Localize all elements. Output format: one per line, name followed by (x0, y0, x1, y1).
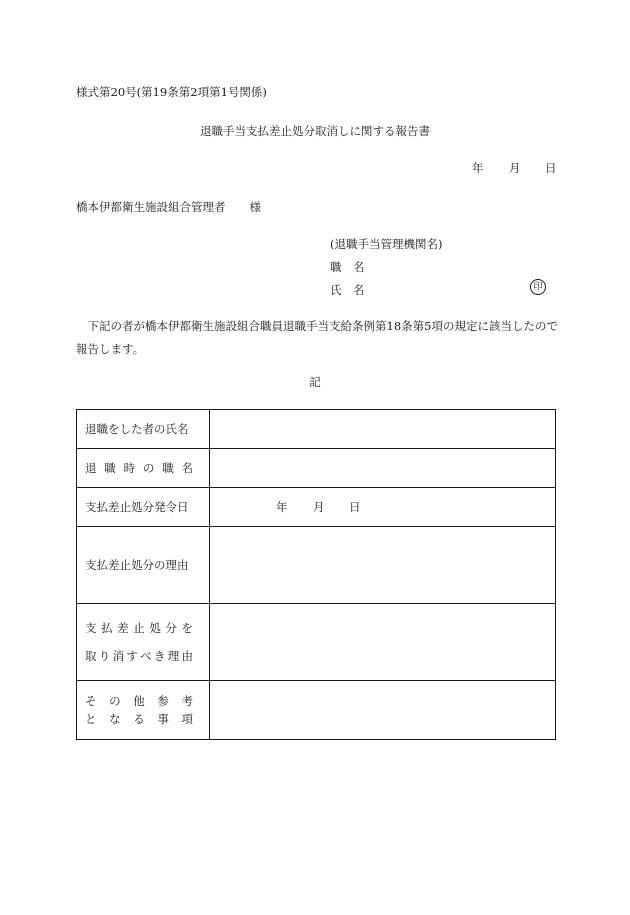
report-date (472, 160, 557, 176)
label-char: 処 (149, 621, 161, 635)
label-char: 止 (133, 621, 145, 635)
label-char: 取 (85, 649, 97, 663)
agency-name-label: (退職手当管理機関名) (330, 237, 443, 251)
label-char: と (85, 712, 97, 726)
seal-mark: 印 (530, 279, 546, 295)
label-char: 事 (157, 712, 169, 726)
info-table (76, 409, 556, 740)
label-char: 項 (181, 712, 193, 726)
table-row (77, 449, 556, 488)
label-char: 支 (85, 621, 97, 635)
label-char: り (98, 649, 111, 663)
label-char: 時 (123, 461, 136, 475)
disposition-reason-field[interactable] (210, 527, 556, 604)
label-char: 職 (162, 461, 174, 475)
other-notes-field[interactable] (210, 681, 556, 740)
label-char: べ (140, 649, 152, 663)
label-char: を (181, 621, 193, 635)
disposition-month-label: 月 (313, 500, 325, 514)
label-char: な (109, 712, 121, 726)
label-char: そ (85, 694, 97, 708)
label-char: 参 (157, 694, 169, 708)
addressee-honorific: 様 (249, 200, 261, 214)
label-char: 由 (181, 649, 193, 663)
label-char: 職 (104, 461, 116, 475)
label-char: 差 (117, 621, 129, 635)
label-char: す (126, 649, 138, 663)
table-row (77, 410, 556, 449)
position-at-retirement-label (77, 449, 210, 488)
addressee-org: 橋本伊都衛生施設組合管理者 (76, 200, 226, 214)
label-char: 払 (101, 621, 113, 635)
label-char: 考 (181, 694, 193, 708)
table-row (77, 527, 556, 604)
document-title: 退職手当支払差止処分取消しに関する報告書 (200, 124, 430, 138)
label-char: 分 (165, 621, 177, 635)
disposition-day-label: 日 (349, 500, 361, 514)
form-number: 様式第20号(第19条第2項第1号関係) (76, 85, 267, 99)
disposition-date-field[interactable] (210, 488, 556, 527)
cancellation-reason-field[interactable] (210, 604, 556, 681)
date-month-label: 月 (509, 161, 521, 175)
date-year-label: 年 (472, 161, 484, 175)
disposition-reason-label: 支払差止処分の理由 (77, 527, 210, 604)
disposition-date-label: 支払差止処分発令日 (77, 488, 210, 527)
cancellation-reason-label (77, 604, 210, 681)
retiree-name-field[interactable] (210, 410, 556, 449)
position-at-retirement-field[interactable] (210, 449, 556, 488)
label-char: る (133, 712, 145, 726)
date-day-label: 日 (545, 161, 557, 175)
table-row (77, 488, 556, 527)
label-char: 退 (85, 461, 97, 475)
table-row (77, 604, 556, 681)
label-char: 他 (133, 694, 145, 708)
ki-heading: 記 (309, 375, 321, 389)
other-notes-label (77, 681, 210, 740)
disposition-year-label: 年 (276, 500, 288, 514)
retiree-name-label: 退職をした者の氏名 (77, 410, 210, 449)
label-char: の (109, 694, 121, 708)
name-label: 氏 名 (330, 283, 365, 297)
table-row (77, 681, 556, 740)
label-char: き (153, 649, 166, 663)
position-label: 職 名 (330, 260, 365, 274)
label-char: 名 (181, 461, 193, 475)
label-char: の (142, 461, 155, 475)
label-char: 消 (112, 649, 125, 663)
label-char: 理 (167, 649, 180, 663)
body-text: 下記の者が橋本伊都衛生施設組合職員退職手当支給条例第18条第5項の規定に該当したので報告します。 (76, 319, 558, 356)
addressee (76, 199, 261, 215)
